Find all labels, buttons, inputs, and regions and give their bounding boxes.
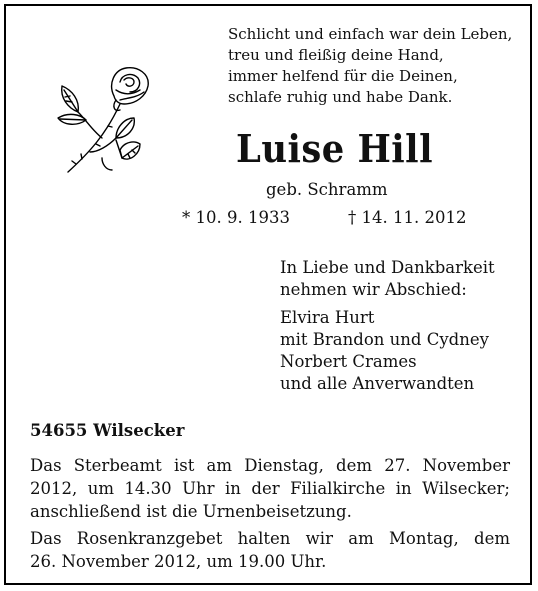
paragraph-line: 26. November 2012, um 19.00 Uhr.	[30, 552, 327, 571]
maiden-name: geb. Schramm	[266, 180, 388, 199]
location: 54655 Wilsecker	[30, 421, 185, 440]
paragraph-line: anschließend ist die Urnenbeisetzung.	[30, 502, 352, 521]
deceased-name: Luise Hill	[236, 126, 433, 171]
rose-icon	[50, 60, 156, 190]
poem-line: treu und fleißig deine Hand,	[228, 46, 444, 64]
obituary-notice	[4, 4, 532, 585]
mourners-intro-line: In Liebe und Dankbarkeit	[280, 258, 495, 277]
poem	[228, 24, 512, 108]
poem-line: schlafe ruhig und habe Dank.	[228, 88, 453, 106]
mourners-intro-line: nehmen wir Abschied:	[280, 280, 467, 299]
mourners-block	[280, 257, 495, 395]
birth-date: * 10. 9. 1933	[182, 208, 290, 227]
mourner-name: mit Brandon und Cydney	[280, 330, 489, 349]
mourner-name: und alle Anverwandten	[280, 374, 475, 393]
paragraph-line: 2012, um 14.30 Uhr in der Filialkirche in Wilsecker;	[30, 479, 510, 498]
mourner-name: Norbert Crames	[280, 352, 417, 371]
paragraph-line: Das Sterbeamt ist am Dienstag, dem 27. November	[30, 456, 510, 475]
death-date: † 14. 11. 2012	[348, 208, 467, 227]
poem-line: immer helfend für die Deinen,	[228, 67, 458, 85]
rosary-paragraph	[30, 527, 510, 573]
mourner-name: Elvira Hurt	[280, 308, 375, 327]
service-paragraph	[30, 454, 510, 523]
paragraph-line: Das Rosenkranzgebet halten wir am Montag, dem	[30, 529, 510, 548]
poem-line: Schlicht und einfach war dein Leben,	[228, 25, 513, 43]
